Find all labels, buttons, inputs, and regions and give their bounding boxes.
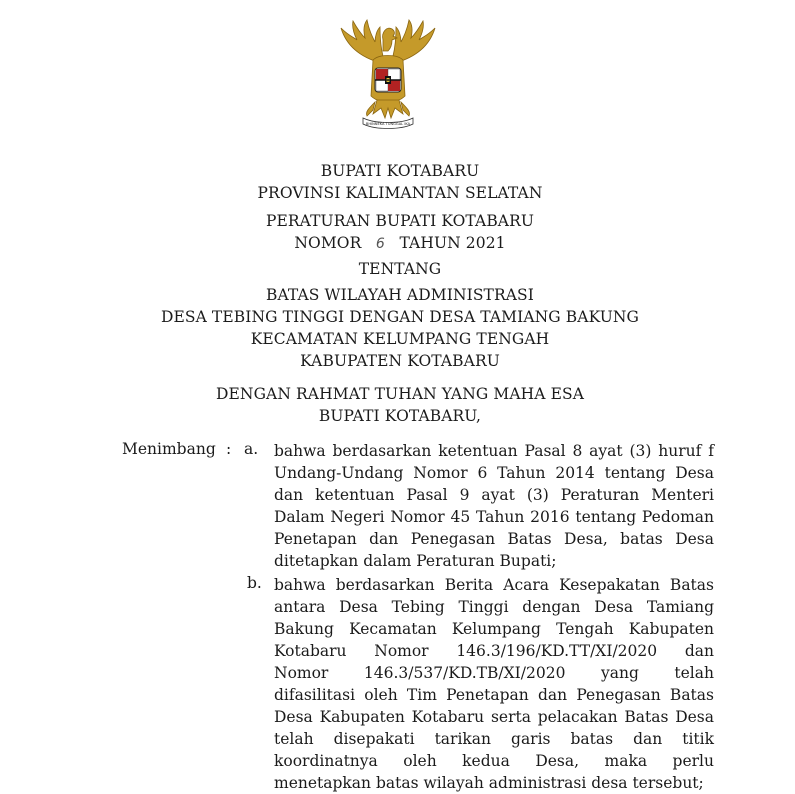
text-line: telah disepakati tarikan garis batas dan titik xyxy=(274,730,714,748)
office-title: BUPATI KOTABARU xyxy=(320,162,480,180)
province-title: PROVINSI KALIMANTAN SELATAN xyxy=(257,184,543,202)
preamble xyxy=(90,383,710,427)
text-line: ditetapkan dalam Peraturan Bupati; xyxy=(274,552,557,570)
considering-colon: : xyxy=(226,440,232,458)
regulation-year: TAHUN 2021 xyxy=(399,234,506,252)
text-line: antara Desa Tebing Tinggi dengan Desa Tamiang xyxy=(274,598,714,616)
considering-label: Menimbang xyxy=(122,440,216,458)
item-text xyxy=(274,574,714,794)
garuda-emblem-icon xyxy=(333,18,443,130)
text-line: dan ketentuan Pasal 9 ayat (3) Peraturan Menteri xyxy=(274,486,714,504)
preamble-line-1: DENGAN RAHMAT TUHAN YANG MAHA ESA xyxy=(215,385,585,403)
regulation-title-block xyxy=(90,210,710,255)
about-heading: TENTANG xyxy=(358,260,442,278)
number-prefix: NOMOR xyxy=(294,234,362,252)
text-line: Desa Kabupaten Kotabaru serta pelacakan Batas Desa xyxy=(274,708,714,726)
text-line: bahwa berdasarkan Berita Acara Kesepakatan Batas xyxy=(274,576,714,594)
regulation-number-handwritten: 6 xyxy=(375,236,385,252)
subject-line-3: KECAMATAN KELUMPANG TENGAH xyxy=(250,330,550,348)
regulation-number-line xyxy=(90,232,710,255)
text-line: Bakung Kecamatan Kelumpang Tengah Kabupaten xyxy=(274,620,714,638)
subject-line-4: KABUPATEN KOTABARU xyxy=(300,352,500,370)
text-line: difasilitasi oleh Tim Penetapan dan Penegasan Batas xyxy=(274,686,714,704)
text-line: menetapkan batas wilayah administrasi desa tersebut; xyxy=(274,774,704,792)
item-marker: a. xyxy=(244,440,259,458)
subject-line-1: BATAS WILAYAH ADMINISTRASI xyxy=(265,286,534,304)
subject-line-2: DESA TEBING TINGGI DENGAN DESA TAMIANG BAKUNG xyxy=(160,308,640,326)
text-line: Kotabaru Nomor 146.3/196/KD.TT/XI/2020 dan xyxy=(274,642,714,660)
preamble-line-2: BUPATI KOTABARU, xyxy=(318,407,482,425)
item-text xyxy=(274,440,714,572)
text-line: koordinatnya oleh kedua Desa, maka perlu xyxy=(274,752,714,770)
regulation-title: PERATURAN BUPATI KOTABARU xyxy=(265,212,535,230)
text-line: Undang-Undang Nomor 6 Tahun 2014 tentang Desa xyxy=(274,464,714,482)
emblem-motto: BHINNEKA TUNGGAL IKA xyxy=(365,122,411,126)
text-line: Nomor 146.3/537/KD.TB/XI/2020 yang telah xyxy=(274,664,714,682)
regulation-subject xyxy=(90,284,710,372)
item-marker: b. xyxy=(247,574,262,592)
text-line: bahwa berdasarkan ketentuan Pasal 8 ayat (3) huruf f xyxy=(274,442,714,460)
text-line: Penetapan dan Penegasan Batas Desa, batas Desa xyxy=(274,530,714,548)
text-line: Dalam Negeri Nomor 45 Tahun 2016 tentang Pedoman xyxy=(274,508,714,526)
document-header xyxy=(90,160,710,204)
